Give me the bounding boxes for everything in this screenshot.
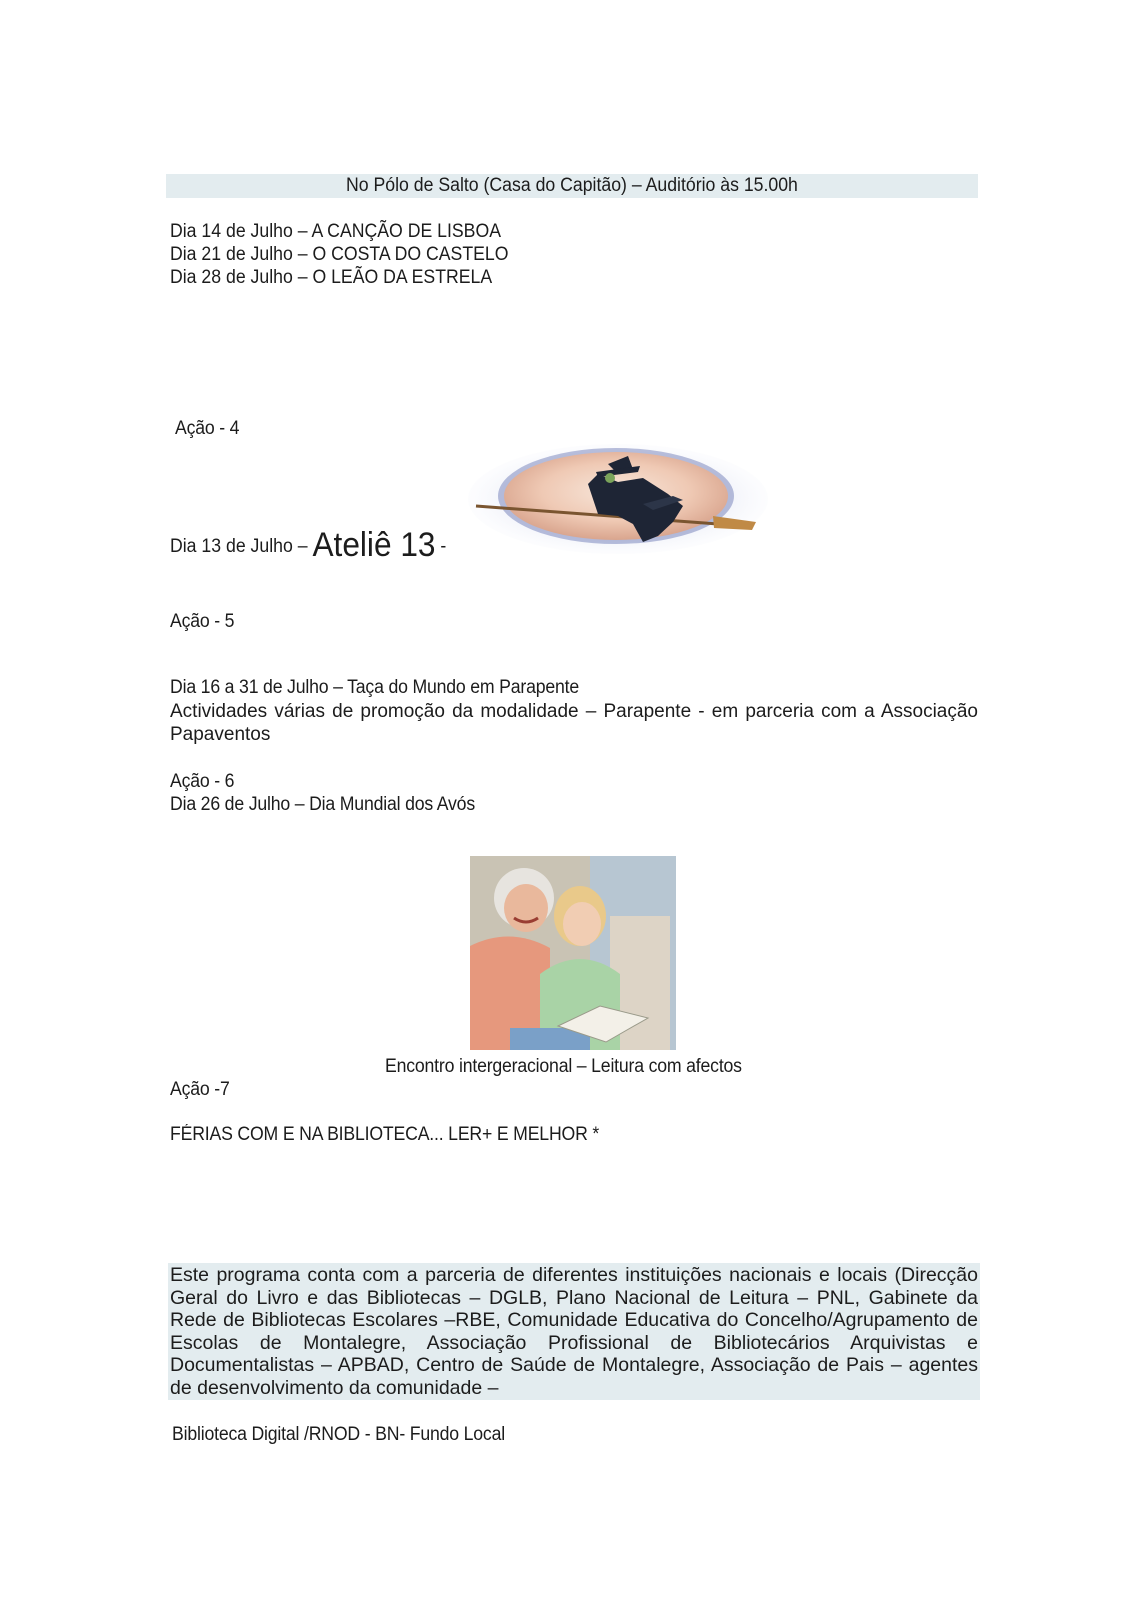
acao6-caption: Encontro intergeracional – Leitura com afectos — [385, 1056, 742, 1077]
acao4-suffix: - — [440, 536, 447, 557]
acao4-line — [170, 526, 446, 565]
film-list — [170, 220, 534, 289]
acao6-date-line: Dia 26 de Julho – Dia Mundial dos Avós — [170, 794, 475, 815]
footer-text: Biblioteca Digital /RNOD - BN- Fundo Local — [172, 1424, 505, 1445]
acao7-title: Ação -7 — [170, 1079, 230, 1100]
acao6-title: Ação - 6 — [170, 771, 235, 792]
acao4-title: Ação - 4 — [175, 418, 240, 439]
header-text: No Pólo de Salto (Casa do Capitão) – Auditório às 15.00h — [346, 175, 798, 196]
film-item: Dia 28 de Julho – O LEÃO DA ESTRELA — [170, 267, 493, 288]
witch-on-broom-moon-image — [468, 444, 768, 556]
acao7-line: FÉRIAS COM E NA BIBLIOTECA... LER+ E MELHOR * — [170, 1124, 600, 1145]
acao5-description: Actividades várias de promoção da modalidade – Parapente - em parceria com a Associação Papaventos — [170, 701, 978, 745]
grandmother-and-child-reading-image — [470, 856, 676, 1050]
acao4-date: Dia 13 de Julho – — [170, 536, 308, 557]
film-item: Dia 14 de Julho – A CANÇÃO DE LISBOA — [170, 221, 501, 242]
partners-paragraph: Este programa conta com a parceria de diferentes instituições nacionais e locais (Direcção Geral do Livro e das Bibliotecas – DGLB, Plano Nacional de Leitura – PNL, Gabinete da Rede de Bibliotecas Escolares –RBE, Comunidade Educativa do Concelho/Agrupamento de Escolas de Montalegre, Associação Profissional de Bibliotecários Arquivistas e Documentalistas – APBAD, Centro de Saúde de Montalegre, Associação de Pais – agentes de desenvolvimento da comunidade – — [170, 1264, 978, 1399]
header-band — [166, 174, 978, 198]
film-item: Dia 21 de Julho – O COSTA DO CASTELO — [170, 244, 509, 265]
acao4-event: Ateliê 13 — [312, 526, 436, 564]
acao5-title: Ação - 5 — [170, 611, 235, 632]
acao5-date-line: Dia 16 a 31 de Julho – Taça do Mundo em Parapente — [170, 677, 580, 698]
